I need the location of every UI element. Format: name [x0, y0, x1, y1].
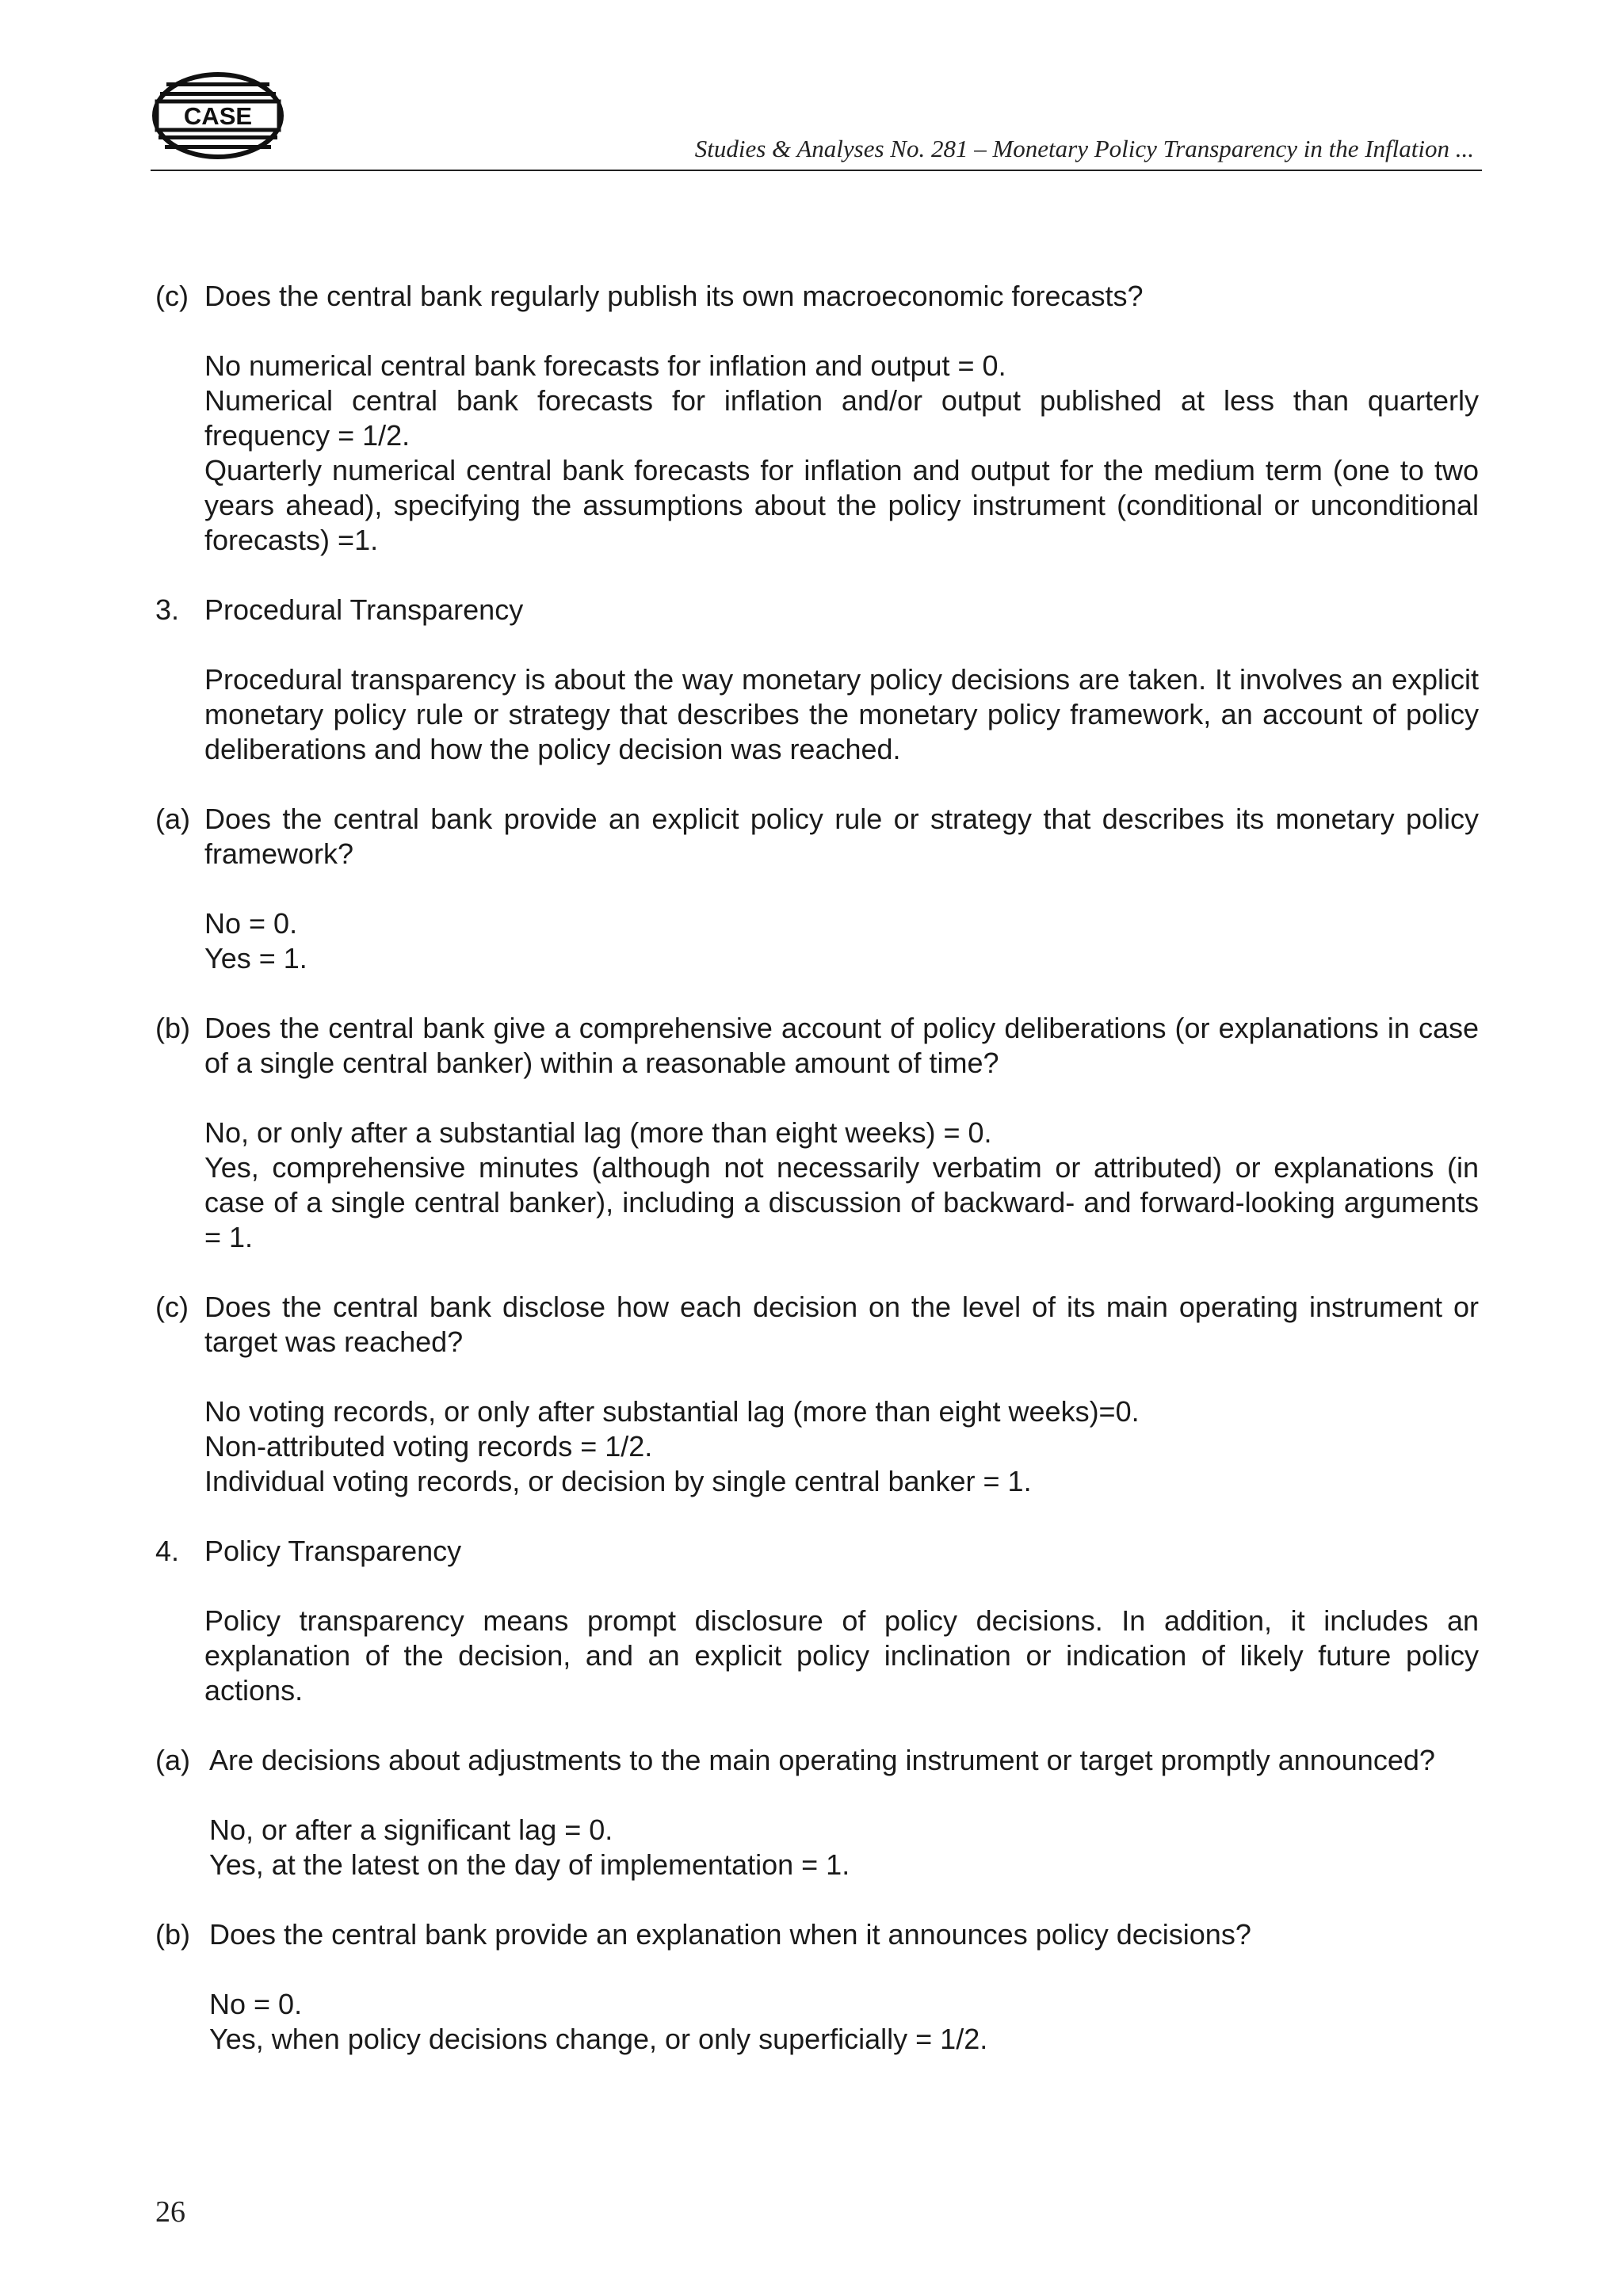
page-number: 26 [155, 2195, 185, 2229]
item-marker: (b) [155, 1918, 190, 1951]
section-4 [155, 1534, 1479, 1708]
answer-option: Individual voting records, or decision by single central banker = 1. [204, 1465, 1032, 1497]
answer-option: Yes, comprehensive minutes (although not necessarily verbatim or attributed) or explanations (in case of a single central banker), including a discussion of backward- and forward-looking arguments = 1. [204, 1151, 1479, 1253]
answer-option: Yes, at the latest on the day of implementation = 1. [209, 1848, 850, 1881]
answer-option: No = 0. [209, 1988, 303, 2020]
item-marker: (c) [155, 280, 189, 312]
item-marker: (b) [155, 1012, 190, 1044]
question-2c [155, 279, 1479, 558]
answer-option: Quarterly numerical central bank forecasts for inflation and output for the medium term (one to two years ahead), specifying the assumptions about the policy instrument (conditional or unconditional forecasts) =1. [204, 454, 1479, 556]
answer-option: Yes, when policy decisions change, or only superficially = 1/2. [209, 2023, 988, 2055]
answer-option: No numerical central bank forecasts for inflation and output = 0. [204, 349, 1006, 382]
section-intro: Procedural transparency is about the way monetary policy decisions are taken. It involves an explicit monetary policy rule or strategy that describes the monetary policy framework, an account of policy deliberations and how the policy decision was reached. [204, 663, 1479, 765]
question-3b [155, 1011, 1479, 1255]
question-text: Does the central bank regularly publish its own macroeconomic forecasts? [204, 280, 1144, 312]
document-body [155, 279, 1479, 2057]
question-3c [155, 1290, 1479, 1499]
question-text: Are decisions about adjustments to the main operating instrument or target promptly announced? [209, 1744, 1435, 1776]
answer-option: No, or after a significant lag = 0. [209, 1814, 613, 1846]
header-rule [151, 170, 1482, 171]
question-text: Does the central bank disclose how each decision on the level of its main operating instrument or target was reached? [204, 1291, 1479, 1358]
item-marker: (c) [155, 1291, 189, 1323]
section-3 [155, 593, 1479, 767]
answer-option: Yes = 1. [204, 942, 307, 974]
section-number: 4. [155, 1535, 180, 1567]
answer-option: Numerical central bank forecasts for inflation and/or output published at less than quarterly frequency = 1/2. [204, 384, 1479, 452]
answer-option: No, or only after a substantial lag (more than eight weeks) = 0. [204, 1116, 992, 1149]
question-4a [155, 1743, 1479, 1882]
running-title: Studies & Analyses No. 281 – Monetary Policy Transparency in the Inflation ... [694, 135, 1474, 162]
item-marker: (a) [155, 1744, 190, 1776]
section-title: Procedural Transparency [204, 593, 524, 626]
section-title: Policy Transparency [204, 1535, 462, 1567]
question-text: Does the central bank provide an explicit policy rule or strategy that describes its monetary policy framework? [204, 803, 1479, 870]
question-4b [155, 1917, 1479, 2057]
page-header [151, 71, 1482, 171]
question-text: Does the central bank give a comprehensive account of policy deliberations (or explanations in case of a single central banker) within a reasonable amount of time? [204, 1012, 1479, 1079]
logo-text: CASE [183, 102, 253, 130]
question-text: Does the central bank provide an explanation when it announces policy decisions? [209, 1918, 1251, 1951]
section-intro: Policy transparency means prompt disclosure of policy decisions. In addition, it includes an explanation of the decision, and an explicit policy inclination or indication of likely future policy actions. [204, 1604, 1479, 1707]
question-3a [155, 802, 1479, 976]
item-marker: (a) [155, 803, 190, 835]
answer-option: No = 0. [204, 907, 298, 940]
case-logo [151, 71, 285, 160]
answer-option: No voting records, or only after substantial lag (more than eight weeks)=0. [204, 1395, 1140, 1428]
answer-option: Non-attributed voting records = 1/2. [204, 1430, 653, 1463]
section-number: 3. [155, 593, 180, 626]
